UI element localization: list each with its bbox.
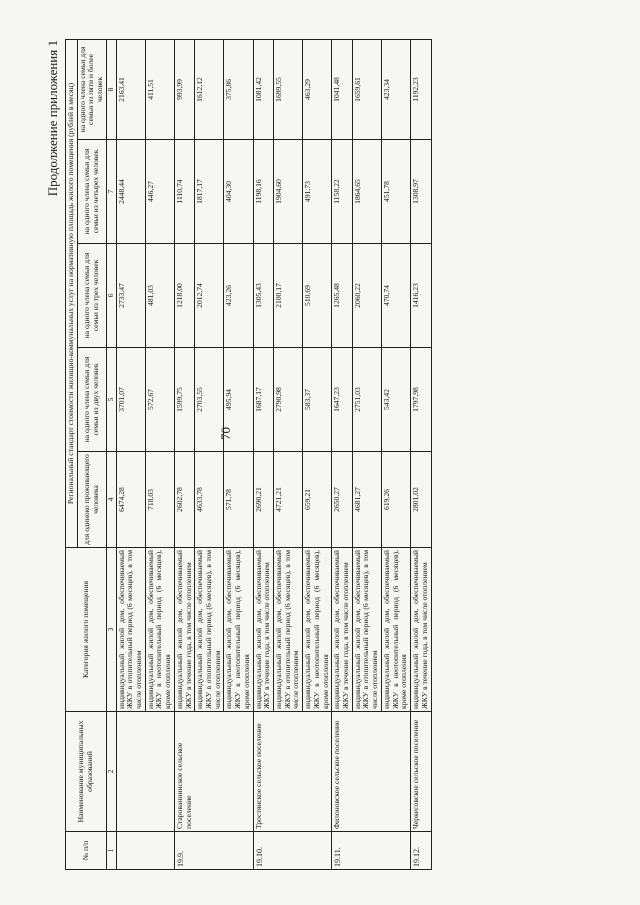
table-row [253,39,273,869]
standard-value: 451,78 [381,140,410,244]
standard-value: 993,99 [174,39,194,139]
row-number: 19.9. [174,832,253,870]
standard-value: 1612,12 [195,39,224,139]
municipality-name: Тростянское сельское поселение [253,712,332,832]
standard-value: 1305,43 [253,244,273,348]
standard-value: 2012,74 [195,244,224,348]
standard-value: 543,42 [381,348,410,452]
standard-value: 659,21 [303,452,332,548]
header-num: № п/п [66,832,107,870]
header-standard-group: Региональный стандарт стоимости жилищно-коммунальных услуг на нормативную площадь жилого помещения (рублей в месяц) [66,39,78,547]
col-index: 5 [106,348,116,452]
standard-value: 1904,60 [274,140,303,244]
housing-category: индивидуальный жилой дом, обеспечиваемый ЖКУ в неотопительный период (6 месяцев), кроме отопления [145,548,174,712]
col-index: 1 [106,832,116,870]
standard-value: 2100,17 [274,244,303,348]
municipality-name: Старованнинское сельское поселение [174,712,253,832]
standard-value: 718,03 [145,452,174,548]
rotated-page [45,40,615,870]
row-number: 19.11. [332,832,411,870]
table-row [174,39,194,869]
standard-value: 619,26 [381,452,410,548]
standard-value: 1659,61 [352,39,381,139]
row-number [116,832,174,870]
standard-value: 1599,75 [174,348,194,452]
standard-value: 375,86 [224,39,253,139]
housing-category: индивидуальный жилой дом, обеспечиваемый ЖКУ в течение года, в том числе отоплением [174,548,194,712]
standard-value: 2790,98 [274,348,303,452]
municipality-name: Филоновское сельское поселение [332,712,411,832]
standard-value: 6474,28 [116,452,145,548]
standard-value: 1864,65 [352,140,381,244]
standard-value: 470,74 [381,244,410,348]
header-single: для одиноко проживающего человека [77,452,106,548]
standard-value: 3701,07 [116,348,145,452]
standard-value: 423,34 [381,39,410,139]
standard-value: 571,78 [224,452,253,548]
col-index: 2 [106,712,116,832]
col-index: 7 [106,140,116,244]
housing-category: индивидуальный жилой дом, обеспечиваемый ЖКУ в течение года, в том числе отоплением [411,548,431,712]
standard-value: 1797,98 [411,348,431,452]
standard-value: 4633,78 [195,452,224,548]
standard-value: 1647,23 [332,348,352,452]
standard-value: 463,29 [303,39,332,139]
standard-value: 1308,97 [411,140,431,244]
housing-category: индивидуальный жилой дом, обеспечиваемый ЖКУ в отопительный период (6 месяцев), в том числе отоплением [352,548,381,712]
standard-value: 1416,23 [411,244,431,348]
standard-value: 583,37 [303,348,332,452]
standard-value: 1265,48 [332,244,352,348]
standard-value: 2060,22 [352,244,381,348]
standard-value: 572,67 [145,348,174,452]
header-category: Категория жилого помещения [66,548,107,712]
col-index: 6 [106,244,116,348]
housing-category: индивидуальный жилой дом, обеспечиваемый ЖКУ в неотопительный период (6 месяцев), кроме отопления [224,548,253,712]
table-row [332,39,352,869]
housing-category: индивидуальный жилой дом, обеспечиваемый ЖКУ в отопительный период (6 месяцев), в том числе отоплением [274,548,303,712]
standard-value: 1110,74 [174,140,194,244]
housing-category: индивидуальный жилой дом, обеспечиваемый ЖКУ в неотопительный период (6 месяцев), кроме отопления [303,548,332,712]
table-row [411,39,431,869]
standard-value: 481,03 [145,244,174,348]
standard-value: 1041,48 [332,39,352,139]
appendix-title: Продолжение приложения 1 [45,40,60,197]
col-index: 4 [106,452,116,548]
standard-value: 510,69 [303,244,332,348]
standard-value: 491,73 [303,140,332,244]
page-number: 70 [218,427,233,440]
municipality-name [116,712,174,832]
standard-value: 423,26 [224,244,253,348]
housing-category: индивидуальный жилой дом, обеспечиваемый ЖКУ в течение года, в том числе отоплением [253,548,273,712]
row-number: 19.12. [411,832,431,870]
standard-value: 404,30 [224,140,253,244]
col-index: 3 [106,548,116,712]
standard-value: 1687,17 [253,348,273,452]
standard-value: 2650,27 [332,452,352,548]
housing-category: индивидуальный жилой дом, обеспечиваемый ЖКУ в течение года, в том числе отоплением [332,548,352,712]
standard-value: 2751,03 [352,348,381,452]
table-row [116,39,145,869]
table-body [116,39,431,869]
header-family-2: на одного члена семьи для семьи из двух человек [77,348,106,452]
housing-category: индивидуальный жилой дом, обеспечиваемый ЖКУ в отопительный период (6 месяцев), в том числе отоплением [195,548,224,712]
standard-value: 1081,42 [253,39,273,139]
standard-value: 1817,17 [195,140,224,244]
standard-value: 2690,21 [253,452,273,548]
header-family-3: на одного члена семьи для семьи из трех человек [77,244,106,348]
standard-value: 2801,02 [411,452,431,548]
standard-value: 2448,44 [116,140,145,244]
standard-value: 411,51 [145,39,174,139]
standard-value: 446,27 [145,140,174,244]
header-family-5: на одного члена семьи для семьи из пяти и более человек [77,39,106,139]
standard-value: 2703,55 [195,348,224,452]
col-index: 8 [106,39,116,139]
standard-value: 1699,55 [274,39,303,139]
standard-value: 2602,78 [174,452,194,548]
housing-category: индивидуальный жилой дом, обеспечиваемый ЖКУ в неотопительный период (6 месяцев), кроме отопления [381,548,410,712]
standard-value: 1218,00 [174,244,194,348]
header-municipality: Наименование муниципальных образований [66,712,107,832]
standard-value: 2163,41 [116,39,145,139]
standard-value: 4681,27 [352,452,381,548]
standard-value: 4721,21 [274,452,303,548]
standard-value: 1158,22 [332,140,352,244]
header-family-4: на одного члена семьи для семьи из четырех человек [77,140,106,244]
standard-value: 2733,47 [116,244,145,348]
row-number: 19.10. [253,832,332,870]
standard-value: 1198,16 [253,140,273,244]
standard-value: 495,94 [224,348,253,452]
standard-value: 1192,23 [411,39,431,139]
municipality-name: Черкесовское сельское поселение [411,712,431,832]
housing-category: индивидуальный жилой дом, обеспечиваемый ЖКУ в отопительный период (6 месяцев), в том числе отоплением [116,548,145,712]
tariff-table [65,39,432,870]
